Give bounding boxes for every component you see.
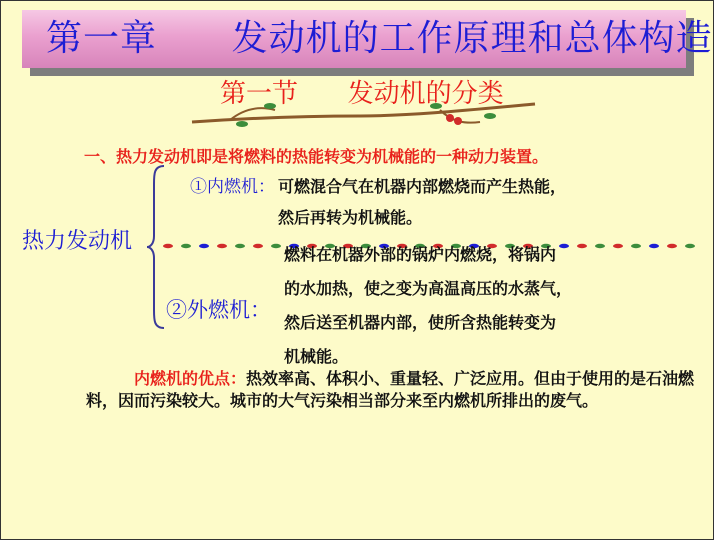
divider-dash [667, 244, 677, 248]
divider-dash [685, 244, 695, 248]
external-combustion-label: ②外燃机： [166, 298, 271, 322]
external-combustion-desc-line: 燃料在机器外部的锅炉内燃烧，将锅内 [284, 245, 557, 264]
advantages-label: 内燃机的优点： [134, 369, 247, 388]
chapter-title-banner [22, 10, 713, 68]
chapter-title: 第一章 发动机的工作原理和总体构造 [46, 18, 713, 59]
advantages-paragraph [86, 368, 706, 412]
divider-dash [181, 244, 191, 248]
main-term: 热力发动机 [22, 229, 133, 254]
external-combustion-desc-line: 机械能。 [284, 347, 349, 366]
divider-dash [235, 244, 245, 248]
divider-dash [163, 244, 173, 248]
internal-combustion-desc-line1: 可燃混合气在机器内部燃烧而产生热能， [278, 177, 567, 196]
internal-combustion-desc-line2: 然后再转为机械能。 [278, 208, 423, 227]
external-combustion-desc [284, 238, 610, 374]
external-combustion-desc-line: 然后送至机器内部，使所含热能转变为 [284, 313, 557, 332]
divider-dash [199, 244, 209, 248]
advantages-text: 热效率高、体积小、重量轻、广泛应用。但由于使用的是石油燃料，因而污染较大。城市的大气污染相当部分来至内燃机所排出的废气。 [86, 369, 695, 410]
definition-text: 一、热力发动机即是将燃料的热能转变为机械能的一种动力装置。 [84, 147, 549, 166]
divider-dash [253, 244, 263, 248]
divider-dash [217, 244, 227, 248]
divider-dash [613, 244, 623, 248]
divider-dash [649, 244, 659, 248]
divider-dash [631, 244, 641, 248]
external-combustion-desc-line: 的水加热，使之变为高温高压的水蒸气， [284, 279, 573, 298]
divider-dash [271, 244, 281, 248]
section-title: 第一节 发动机的分类 [220, 79, 504, 109]
internal-combustion-label: ①内燃机： [190, 177, 275, 197]
